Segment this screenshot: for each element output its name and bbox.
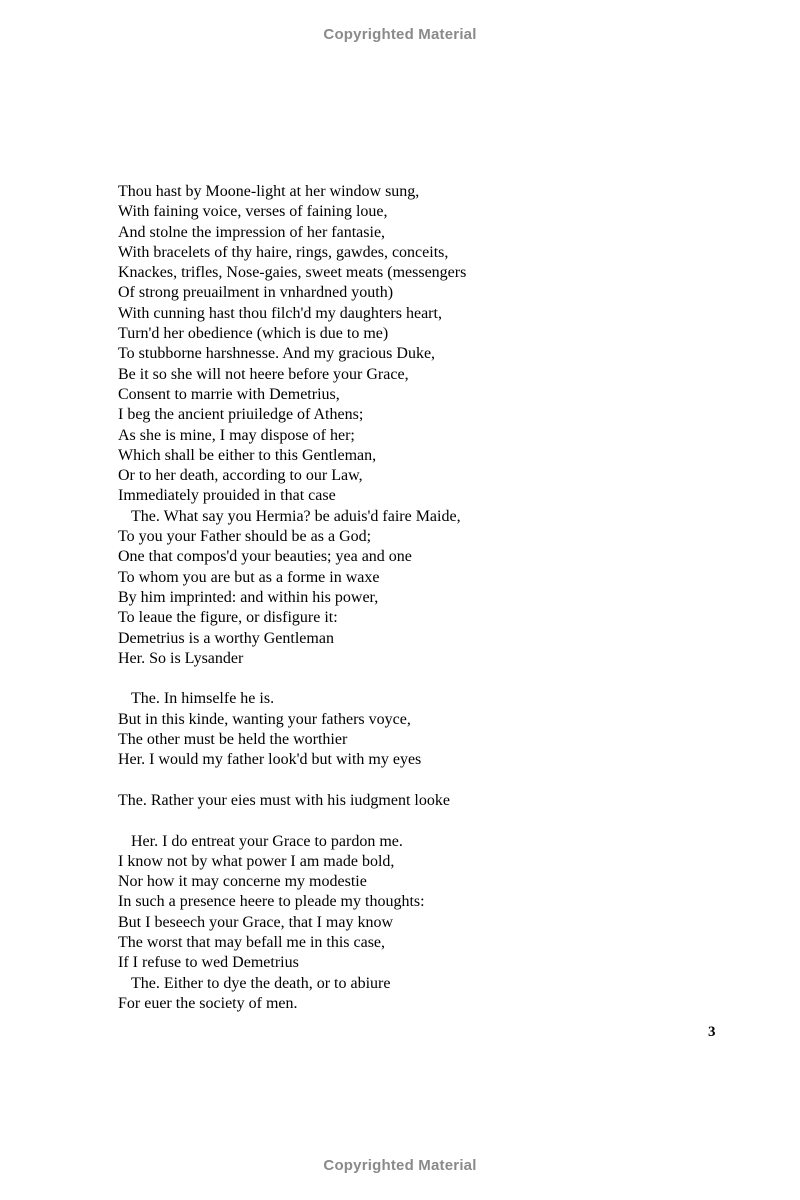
verse-line: Demetrius is a worthy Gentleman xyxy=(118,629,334,647)
verse-line: To whom you are but as a forme in waxe xyxy=(118,568,380,586)
verse-line: Or to her death, according to our Law, xyxy=(118,467,363,485)
verse-line: Consent to marrie with Demetrius, xyxy=(118,385,340,403)
page-number: 3 xyxy=(708,1024,716,1040)
verse-line: The worst that may befall me in this case, xyxy=(118,933,386,951)
verse-line: For euer the society of men. xyxy=(118,994,298,1012)
blank-line xyxy=(118,669,738,689)
watermark-top: Copyrighted Material xyxy=(323,26,477,43)
verse-line: Immediately prouided in that case xyxy=(118,487,336,505)
verse-line: And stolne the impression of her fantasie, xyxy=(118,223,386,241)
verse-text xyxy=(118,182,738,1014)
speaker-line: Her. I do entreat your Grace to pardon me. xyxy=(131,832,403,850)
verse-line: To stubborne harshnesse. And my gracious Duke, xyxy=(118,345,436,363)
verse-line: Of strong preuailment in vnhardned youth) xyxy=(118,284,394,302)
verse-line: But in this kinde, wanting your fathers voyce, xyxy=(118,710,411,728)
speaker-line: The. Rather your eies must with his iudgment looke xyxy=(118,791,450,809)
verse-line: As she is mine, I may dispose of her; xyxy=(118,426,355,444)
verse-line: Turn'd her obedience (which is due to me) xyxy=(118,325,389,343)
verse-line: One that compos'd your beauties; yea and one xyxy=(118,548,412,566)
blank-line xyxy=(118,771,738,791)
verse-line: Nor how it may concerne my modestie xyxy=(118,873,367,891)
verse-line: Be it so she will not heere before your Grace, xyxy=(118,365,409,383)
speaker-line: The. What say you Hermia? be aduis'd faire Maide, xyxy=(131,507,461,525)
verse-line: But I beseech your Grace, that I may know xyxy=(118,913,394,931)
verse-line: To you your Father should be as a God; xyxy=(118,528,372,546)
speaker-line: The. Either to dye the death, or to abiure xyxy=(131,974,391,992)
verse-line: Knackes, trifles, Nose-gaies, sweet meats (messengers xyxy=(118,264,467,282)
watermark-bottom: Copyrighted Material xyxy=(323,1157,477,1174)
verse-line: With cunning hast thou filch'd my daughters heart, xyxy=(118,304,442,322)
verse-line: Thou hast by Moone-light at her window sung, xyxy=(118,183,420,200)
verse-line: With faining voice, verses of faining loue, xyxy=(118,203,388,221)
verse-line: To leaue the figure, or disfigure it: xyxy=(118,609,338,627)
verse-line: By him imprinted: and within his power, xyxy=(118,588,379,606)
verse-line: If I refuse to wed Demetrius xyxy=(118,954,299,972)
speaker-line: Her. So is Lysander xyxy=(118,649,244,667)
verse-line: In such a presence heere to pleade my thoughts: xyxy=(118,893,425,911)
blank-line xyxy=(118,811,738,831)
verse-line: I know not by what power I am made bold, xyxy=(118,852,395,870)
speaker-line: The. In himselfe he is. xyxy=(131,690,275,708)
verse-line: I beg the ancient priuiledge of Athens; xyxy=(118,406,364,424)
speaker-line: Her. I would my father look'd but with my eyes xyxy=(118,751,422,769)
verse-line: With bracelets of thy haire, rings, gawdes, conceits, xyxy=(118,243,449,261)
verse-line: Which shall be either to this Gentleman, xyxy=(118,446,377,464)
verse-line: The other must be held the worthier xyxy=(118,731,348,749)
